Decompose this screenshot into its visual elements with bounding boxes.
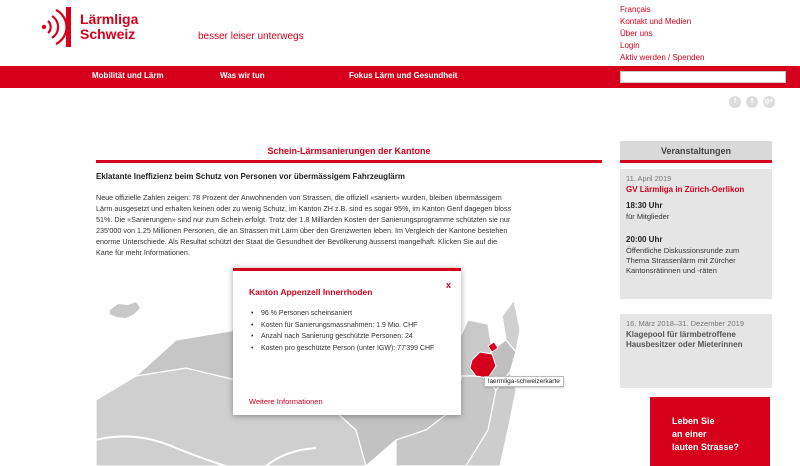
promo-line: Leben Sie bbox=[672, 416, 715, 426]
top-link-aktiv-werden[interactable]: Aktiv werden / Spenden bbox=[620, 53, 705, 62]
search-input[interactable] bbox=[620, 71, 786, 83]
sound-waves-icon bbox=[40, 5, 74, 49]
intro-line: enorme Unterschiede. Als Resultat schützt der Staat die Gesundheit der Bevölkerung äusserst mangelhaft. Klicken Sie auf die bbox=[96, 237, 498, 246]
page-subtitle: Eklatante Ineffizienz beim Schutz von Personen vor übermässigem Fahrzeuglärm bbox=[96, 172, 405, 181]
list-item: • Kosten pro geschützte Person (unter IGW): 77'399 CHF bbox=[249, 344, 445, 354]
event-time: 18:30 Uhr bbox=[626, 201, 663, 210]
close-icon[interactable]: x bbox=[445, 280, 451, 290]
event-title[interactable]: GV Lärmliga in Zürich-Oerlikon bbox=[626, 185, 745, 194]
event-time: 20:00 Uhr bbox=[626, 235, 663, 244]
popup-stats-list bbox=[249, 309, 445, 355]
switzerland-mini-map-icon bbox=[110, 302, 140, 318]
list-item: • Kosten für Sanierungsmassnahmen: 1.9 Mio. CHF bbox=[249, 321, 445, 331]
intro-line: 235'000 von 1.25 Millionen Personen, die an Strassen mit Lärm über den Grenzwerten leben. Im Vergleich der Kantone bestehen bbox=[96, 226, 508, 235]
nav-item-was-wir-tun[interactable]: Was wir tun bbox=[220, 71, 265, 80]
event-description-line: Öffentliche Diskussionsrunde zum bbox=[626, 246, 740, 255]
top-link-kontakt[interactable]: Kontakt und Medien bbox=[620, 17, 692, 26]
event-description bbox=[626, 246, 766, 276]
logo-line-2: Schweiz bbox=[80, 26, 136, 42]
top-link-login[interactable]: Login bbox=[620, 41, 640, 50]
googleplus-icon[interactable]: g+ bbox=[763, 96, 775, 108]
events-heading: Veranstaltungen bbox=[620, 141, 772, 163]
intro-text bbox=[96, 192, 602, 258]
event-date: 11. April 2019 bbox=[626, 174, 672, 183]
nav-item-fokus-gesundheit[interactable]: Fokus Lärm und Gesundheit bbox=[349, 71, 458, 80]
popup-title: Kanton Appenzell Innerrhoden bbox=[249, 287, 373, 297]
list-item: • Anzahl nach Sanierung geschützte Personen: 24 bbox=[249, 332, 445, 342]
intro-line: Karte für mehr Informationen. bbox=[96, 248, 190, 257]
intro-line: Lärm ausgesetzt und erhalten keinen oder zu wenig Schutz, im Kanton ZH z.B. sind es sogar 95%, im Kanton Genf dagegen bloss bbox=[96, 204, 512, 213]
main-navbar bbox=[0, 66, 800, 88]
event-description-line: Thema Strassenlärm mit Zürcher bbox=[626, 256, 736, 265]
nav-item-mobilitaet[interactable]: Mobilität und Lärm bbox=[92, 71, 164, 80]
top-link-francais[interactable]: Français bbox=[620, 5, 651, 14]
promo-line: lauten Strasse? bbox=[672, 442, 740, 452]
event-description-line: Kantonsrätinnen und -räten bbox=[626, 266, 717, 275]
more-info-link[interactable]: Weitere Informationen bbox=[249, 397, 323, 406]
event-card[interactable] bbox=[620, 314, 772, 388]
canton-popup bbox=[233, 268, 461, 415]
page-title: Schein-Lärmsanierungen der Kantone bbox=[267, 146, 431, 156]
tagline: besser leiser unterwegs bbox=[198, 31, 304, 42]
logo-line-1: Lärmliga bbox=[80, 11, 139, 27]
event-card[interactable] bbox=[620, 169, 772, 299]
logo-text bbox=[80, 12, 138, 42]
event-date: 16. März 2018–31. Dezember 2019 bbox=[626, 319, 744, 328]
top-link-ueber-uns[interactable]: Über uns bbox=[620, 29, 653, 38]
twitter-icon[interactable]: t bbox=[746, 96, 758, 108]
map-label-whole-switzerland[interactable]: ganze Schweiz bbox=[140, 307, 197, 316]
map-tooltip: laermliga-schweizerkarte bbox=[484, 376, 564, 387]
facebook-icon[interactable]: f bbox=[729, 96, 741, 108]
event-description: für Mitglieder bbox=[626, 212, 670, 221]
event-title-line: Hausbesitzer oder Mieterinnen bbox=[626, 340, 743, 349]
promo-line: an einer bbox=[672, 429, 707, 439]
event-title[interactable] bbox=[626, 330, 766, 350]
title-divider bbox=[96, 160, 602, 163]
logo[interactable] bbox=[40, 4, 190, 50]
promo-text bbox=[672, 415, 739, 454]
top-links bbox=[620, 4, 705, 64]
event-title-line: Klagepool für lärmbetroffene bbox=[626, 330, 736, 339]
list-item: • 96 % Personen scheinsaniert bbox=[249, 309, 445, 319]
intro-line: Neue offizielle Zahlen zeigen: 78 Prozent der Anwohnenden von Strassen, die offiziell «saniert» wurden, bleiben übermässigem bbox=[96, 193, 502, 202]
intro-line: 51%. Die «Sanierungen» sind nur zum Schein erfolgt. Trotz der 1.8 Milliarden Kosten der Sanierungsprogramme schützten sie nur bbox=[96, 215, 511, 224]
promo-banner[interactable] bbox=[650, 397, 770, 466]
